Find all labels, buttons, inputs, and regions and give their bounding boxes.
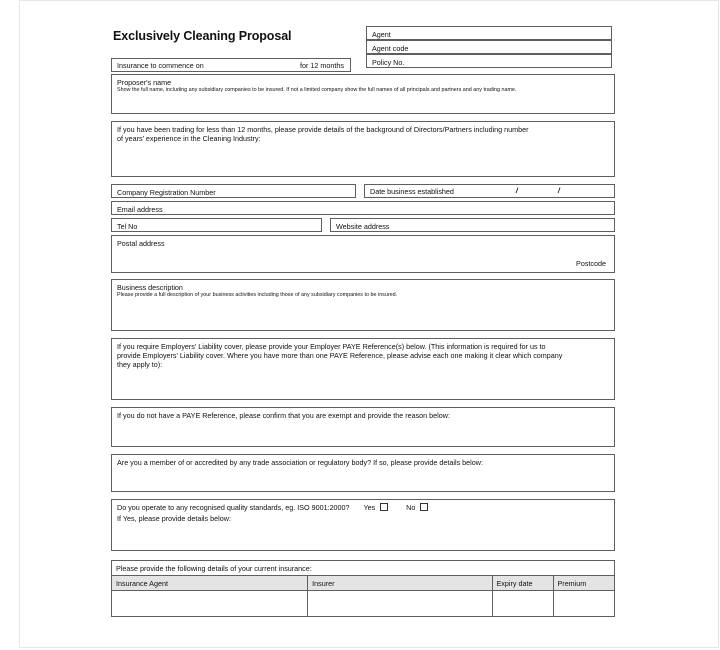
quality-standards-question-row (117, 503, 614, 512)
trade-association-label: Are you a member of or accredited by any trade association or regulatory body? If so, please provide details below: (117, 457, 483, 467)
trading-history-line2: of years' experience in the Cleaning Industry: (117, 133, 261, 143)
quality-no-label: No (406, 502, 416, 512)
page-title-text: Exclusively Cleaning Proposal (113, 29, 292, 43)
cell-insurance-agent[interactable] (112, 591, 308, 617)
trading-history-field[interactable] (111, 121, 615, 177)
cell-insurer[interactable] (308, 591, 492, 617)
telephone-field[interactable] (111, 218, 322, 232)
proposer-name-note: Show the full name, including any subsidiary companies to be insured. If not a limited company show the full names of all principals and partners and any trading name. (117, 86, 517, 93)
paye-exempt-label: If you do not have a PAYE Reference, please confirm that you are exempt and provide the reason below: (117, 410, 450, 420)
current-insurance-head (112, 561, 615, 591)
telephone-label: Tel No (117, 221, 138, 231)
form-header (108, 26, 612, 74)
agent-label: Agent (372, 29, 391, 39)
paye-exempt-field[interactable] (111, 407, 615, 447)
company-registration-label: Company Registration Number (117, 187, 216, 197)
policy-number-field[interactable] (366, 54, 612, 68)
cell-premium[interactable] (553, 591, 615, 617)
paye-reference-field[interactable] (111, 338, 615, 400)
column-header-premium: Premium (553, 576, 615, 591)
insurance-intro-label: Please provide the following details of your current insurance: (112, 561, 615, 576)
company-details-row (111, 184, 612, 198)
postal-address-field[interactable] (111, 235, 615, 273)
date-established-field[interactable] (364, 184, 615, 198)
website-label: Website address (336, 221, 390, 231)
insurance-commence-label: Insurance to commence on (117, 60, 204, 70)
column-header-expiry-date: Expiry date (492, 576, 553, 591)
date-established-label: Date business established (370, 186, 454, 196)
date-separator-2: / (557, 187, 560, 195)
current-insurance-body (112, 591, 615, 617)
quality-standards-question: Do you operate to any recognised quality standards, eg. ISO 9001:2000? (117, 502, 350, 512)
quality-followup-label: If Yes, please provide details below: (117, 513, 231, 523)
business-description-note: Please provide a full description of your business activities including those of any subsidiary companies to be insured. (117, 291, 398, 298)
trade-association-field[interactable] (111, 454, 615, 492)
agent-code-field[interactable] (366, 40, 612, 54)
insurance-intro-row (112, 561, 615, 576)
column-header-insurer: Insurer (308, 576, 492, 591)
policy-number-label: Policy No. (372, 57, 405, 67)
quality-no-checkbox[interactable] (420, 503, 428, 511)
email-address-label: Email address (117, 204, 163, 214)
quality-yes-checkbox[interactable] (380, 503, 388, 511)
agent-code-label: Agent code (372, 43, 409, 53)
quality-yes-label: Yes (363, 502, 376, 512)
insurance-term-label: for 12 months (300, 60, 344, 70)
business-description-label: Business description (117, 282, 183, 292)
insurance-header-row (112, 576, 615, 591)
agent-field[interactable] (366, 26, 612, 40)
paye-reference-line1: If you require Employers' Liability cover, please provide your Employer PAYE Reference(s) below. (This information is required for us to (117, 341, 546, 351)
cell-expiry-date[interactable] (492, 591, 553, 617)
insurance-commence-field[interactable] (111, 58, 351, 72)
proposer-name-label: Proposer's name (117, 77, 172, 87)
business-description-field[interactable] (111, 279, 615, 331)
contact-row (111, 218, 612, 232)
proposal-form (108, 26, 612, 617)
current-insurance-table (111, 560, 615, 617)
paye-reference-line2: provide Employers' Liability cover. Where you have more than one PAYE Reference, please advise each one making it clear which company (117, 350, 563, 360)
column-header-insurance-agent: Insurance Agent (112, 576, 308, 591)
website-field[interactable] (330, 218, 615, 232)
quality-standards-field[interactable] (111, 499, 615, 551)
email-address-field[interactable] (111, 201, 615, 215)
page-title (108, 29, 291, 43)
postal-address-label: Postal address (117, 238, 165, 248)
paye-reference-line3: they apply to): (117, 359, 163, 369)
company-registration-field[interactable] (111, 184, 356, 198)
date-separator-1: / (515, 187, 518, 195)
trading-history-line1: If you have been trading for less than 12 months, please provide details of the background of Directors/Partners including number (117, 124, 529, 134)
proposer-name-field[interactable] (111, 74, 615, 114)
table-row[interactable] (112, 591, 615, 617)
postcode-label: Postcode (576, 259, 606, 268)
